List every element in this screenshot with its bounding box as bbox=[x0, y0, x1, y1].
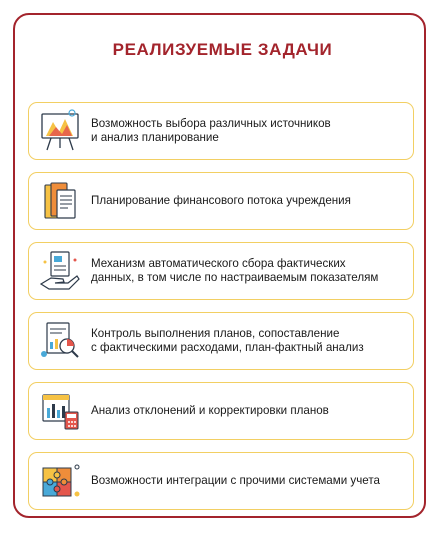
task-card-source-selection bbox=[28, 102, 414, 160]
task-text: Возможности интеграции с прочими системами учета bbox=[91, 474, 380, 487]
task-card-financial-planning bbox=[28, 172, 414, 230]
task-card-auto-collection bbox=[28, 242, 414, 300]
task-text: Анализ отклонений и корректировки планов bbox=[91, 404, 329, 417]
task-card-deviation-analysis bbox=[28, 382, 414, 440]
report-magnifier-icon bbox=[29, 312, 91, 370]
task-text: Контроль выполнения планов, сопоставление с фактическими расходами, план-фактный анализ bbox=[91, 327, 364, 354]
page-title: РЕАЛИЗУЕМЫЕ ЗАДАЧИ bbox=[112, 40, 333, 59]
task-card-integration bbox=[28, 452, 414, 510]
hand-document-icon bbox=[29, 242, 91, 300]
task-card-plan-control bbox=[28, 312, 414, 370]
puzzle-icon bbox=[29, 452, 91, 510]
task-text: Возможность выбора различных источников и анализ планирование bbox=[91, 117, 331, 144]
calculator-chart-icon bbox=[29, 382, 91, 440]
documents-icon bbox=[29, 172, 91, 230]
task-text: Планирование финансового потока учреждения bbox=[91, 194, 351, 207]
presentation-chart-icon bbox=[29, 102, 91, 160]
task-text: Механизм автоматического сбора фактических данных, в том числе по настраиваемым показателям bbox=[91, 257, 379, 284]
